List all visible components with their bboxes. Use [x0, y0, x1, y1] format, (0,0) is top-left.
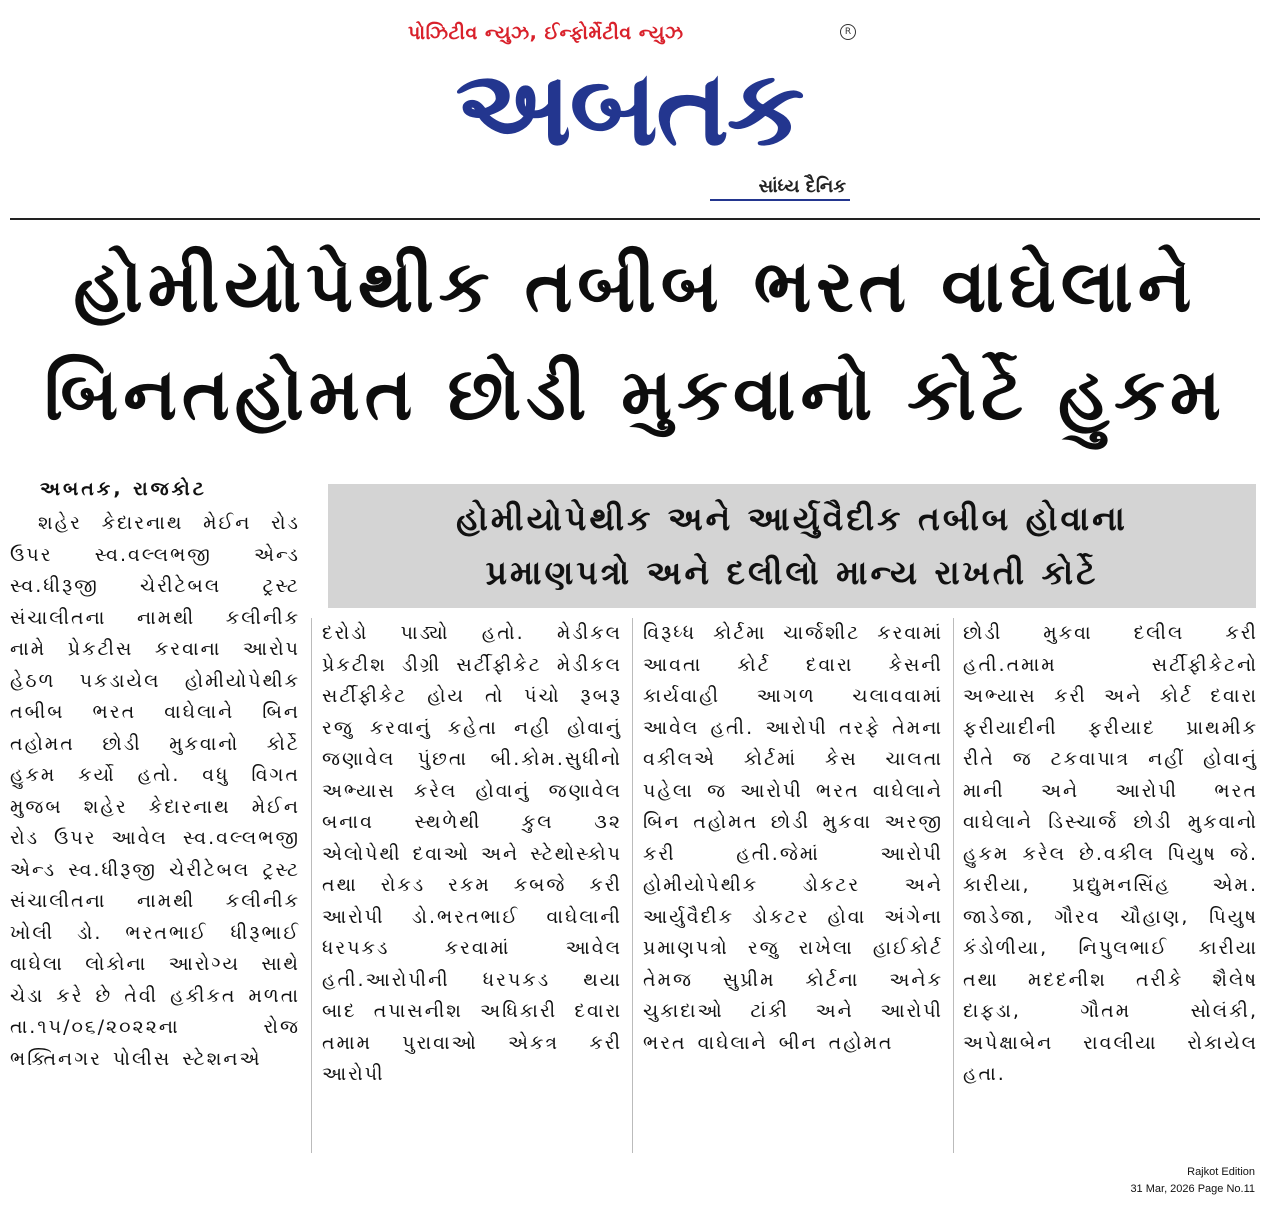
article-column-4: છોડી મુકવા દલીલ કરી હતી.તમામ સર્ટીફીકેટનો અભ્યાસ કરી અને કોર્ટ દવારા ફરીયાદીની ફરીયાદ પ્રાથમીક રીતે જ ટકવાપાત્ર નહીં હોવાનું માની અને આરોપી ભરત વાઘેલાને ડિસ્ચાર્જ છોડી મુકવાનો હુકમ કરેલ છે.વકીલ પિયુષ જે. કારીયા, પ્રદ્યુમનસિંહ એમ. જાડેજા, ગૌરવ ચૌહાણ, પિયુષ કંડોળીયા, નિપુલભાઈ કારીયા તથા મદદનીશ તરીકે શૈલેષ દાફડા, ગૌતમ સોલંકી, અપેક્ષાબેન રાવલીયા રોકાયેલ હતા. [963, 622, 1258, 1085]
column-divider [953, 618, 954, 1153]
subhead-box [328, 484, 1256, 608]
newspaper-logo [404, 48, 854, 168]
dateline: અબતક, રાજકોટ [40, 478, 207, 500]
edition-label: Rajkot Edition [1187, 1166, 1255, 1178]
article-column-3: વિરૂધ્ધ કોર્ટમા ચાર્જશીટ કરવામાં આવતા કોર્ટ દવારા કેસની કાર્યવાહી આગળ ચલાવવામાં આવેલ હતી. આરોપી તરફે તેમના વકીલએ કોર્ટમાં કેસ ચાલતા પહેલા જ આરોપી ભરત વાઘેલાને બિન તહોમત છોડી મુકવા અરજી કરી હતી.જેમાં આરોપી હોમીયોપેથીક ડોકટર અને આર્યુવૈદીક ડોકટર હોવા અંગેના પ્રમાણપત્રો રજુ રાખેલા હાઈકોર્ટ તેમજ સુપ્રીમ કોર્ટના અનેક ચુકાદાઓ ટાંકી અને આરોપી ભરત વાઘેલાને બીન તહોમત [643, 622, 943, 1054]
masthead-subtitle: સાંધ્ય દૈનિક [758, 176, 846, 197]
article-column-1: શહેર કેદારનાથ મેઈન રોડ ઉપર સ્વ.વલ્લભજી એન્ડ સ્વ.ધીરૂજી ચેરીટેબલ ટ્રસ્ટ સંચાલીતના નામથી કલીનીક નામે પ્રેકટીસ કરવાના આરોપ હેઠળ પકડાયેલ હોમીયોપેથીક તબીબ ભરત વાઘેલાને બિન તહોમત છોડી મુકવાનો કોર્ટે હુકમ કર્યો હતો. વધુ વિગત મુજબ શહેર કેદારનાથ મેઈન રોડ ઉપર આવેલ સ્વ.વલ્લભજી એન્ડ સ્વ.ધીરૂજી ચેરીટેબલ ટ્રસ્ટ સંચાલીતના નામથી કલીનીક ખોલી ડો. ભરતભાઈ ધીરૂભાઈ વાઘેલા લોકોના આરોગ્ય સાથે ચેડા કરે છે તેવી હકીકત મળતા તા.૧૫/૦૬/૨૦૨૨ના રોજ ભક્તિનગર પોલીસ સ્ટેશનએ [10, 512, 300, 1070]
date-page-label: 31 Mar, 2026 Page No.11 [1130, 1183, 1255, 1195]
registered-mark-icon: R [840, 24, 856, 40]
page-footer [1130, 1164, 1255, 1198]
column-divider [311, 618, 312, 1153]
subhead-line-1: હોમીયોપેથીક અને આર્યુવૈદીક તબીબ હોવાના [456, 499, 1128, 538]
headline-line-2: બિનતહોમત છોડી મુકવાનો કોર્ટે હુકમ [44, 352, 1226, 436]
column-divider [632, 618, 633, 1153]
subhead-line-2: પ્રમાણપત્રો અને દલીલો માન્ય રાખતી કોર્ટે [485, 553, 1099, 592]
headline-line-1: હોમીયોપેથીક તબીબ ભરત વાઘેલાને [73, 244, 1197, 328]
article-column-2: દરોડો પાડ્યો હતો. મેડીકલ પ્રેકટીશ ડીગ્રી સર્ટીફીકેટ મેડીકલ સર્ટીફીકેટ હોય તો પંચો રૂબરૂ રજુ કરવાનું કહેતા નહી હોવાનું જણાવેલ પુંછતા બી.કોમ.સુધીનો અભ્યાસ કરેલ હોવાનું જણાવેલ બનાવ સ્થળેથી કુલ ૩૨ એલોપેથી દવાઓ અને સ્ટેથોસ્કોપ તથા રોકડ રકમ કબજે કરી આરોપી ડો.ભરતભાઈ વાઘેલાની ધરપકડ કરવામાં આવેલ હતી.આરોપીની ધરપકડ થયા બાદ તપાસનીશ અધિકારી દવારા તમામ પુરાવાઓ એકત્ર કરી આરોપી [322, 622, 622, 1085]
masthead-tagline: પોઝિટીવ ન્યુઝ, ઈન્ફોર્મેટીવ ન્યુઝ [408, 22, 684, 44]
subtitle-underline [710, 199, 850, 201]
masthead-divider [10, 218, 1260, 220]
logo-text: અબતક [455, 47, 803, 169]
masthead [400, 18, 860, 203]
headline [10, 232, 1260, 448]
